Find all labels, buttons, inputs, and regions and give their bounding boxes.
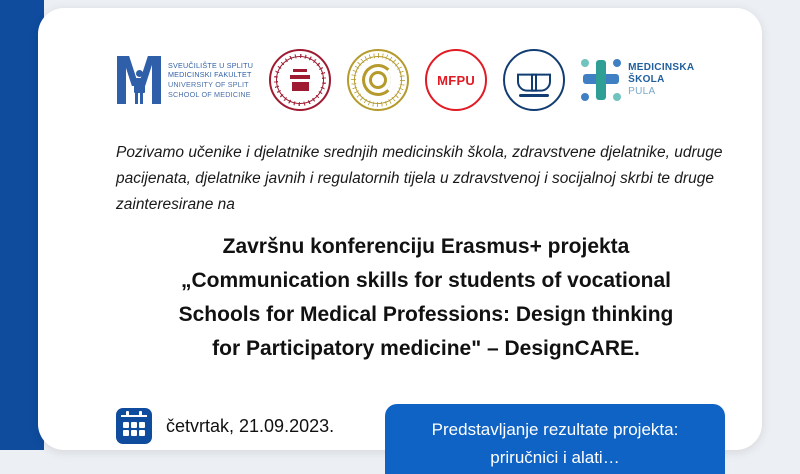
split-logo-line-4: SCHOOL OF MEDICINE [168,89,251,99]
highlight-line-1: Predstavljanje rezultate projekta: [431,420,679,439]
mfpu-seal-icon [425,49,487,111]
pula-logo-line-3: PULA [628,86,656,97]
university-of-zagreb-seal-icon [269,49,331,111]
mfpu-label: MFPU [437,72,476,88]
pula-logo-line-2: ŠKOLA [628,74,665,85]
calendar-icon [116,408,152,444]
event-title-line-3: Schools for Medical Professions: Design thinking [178,303,674,326]
logo-university-of-split-school-of-medicine [116,54,253,106]
pula-logo-line-1: MEDICINSKA [628,62,695,73]
split-m-mark-icon [116,54,162,106]
split-logo-line-1: SVEUČILIŠTE U SPLITU [168,60,254,70]
project-results-highlight [385,404,725,474]
logo-medicinska-skola-pula [581,58,694,102]
university-of-split-seal-icon [347,49,409,111]
event-title-line-2: „Communication skills for students of vocational [180,269,672,292]
event-date-text: četvrtak, 21.09.2023. [166,415,335,436]
medical-cross-icon [581,58,621,102]
event-title-line-4: for Participatory medicine" – DesignCARE. [212,337,640,360]
highlight-line-2: priručnici i alati… [490,448,620,467]
event-date-row [116,408,334,444]
event-title [116,230,736,366]
split-logo-line-2: MEDICINSKI FAKULTET [168,70,252,80]
logo-row [116,44,716,116]
event-title-line-1: Završnu konferenciju Erasmus+ projekta [222,235,630,258]
poster-card [38,8,762,467]
split-logo-line-3: UNIVERSITY OF SPLIT [168,80,249,89]
navy-book-seal-icon [503,49,565,111]
invitation-text: Pozivamo učenike i djelatnike srednjih medicinskih škola, zdravstvene djelatnike, udruge pacijenata, djelatnike javnih i regulatornih tijela u zdravstvenoj i socijalnoj skrbi te druge zainteresirane na [116,144,723,213]
